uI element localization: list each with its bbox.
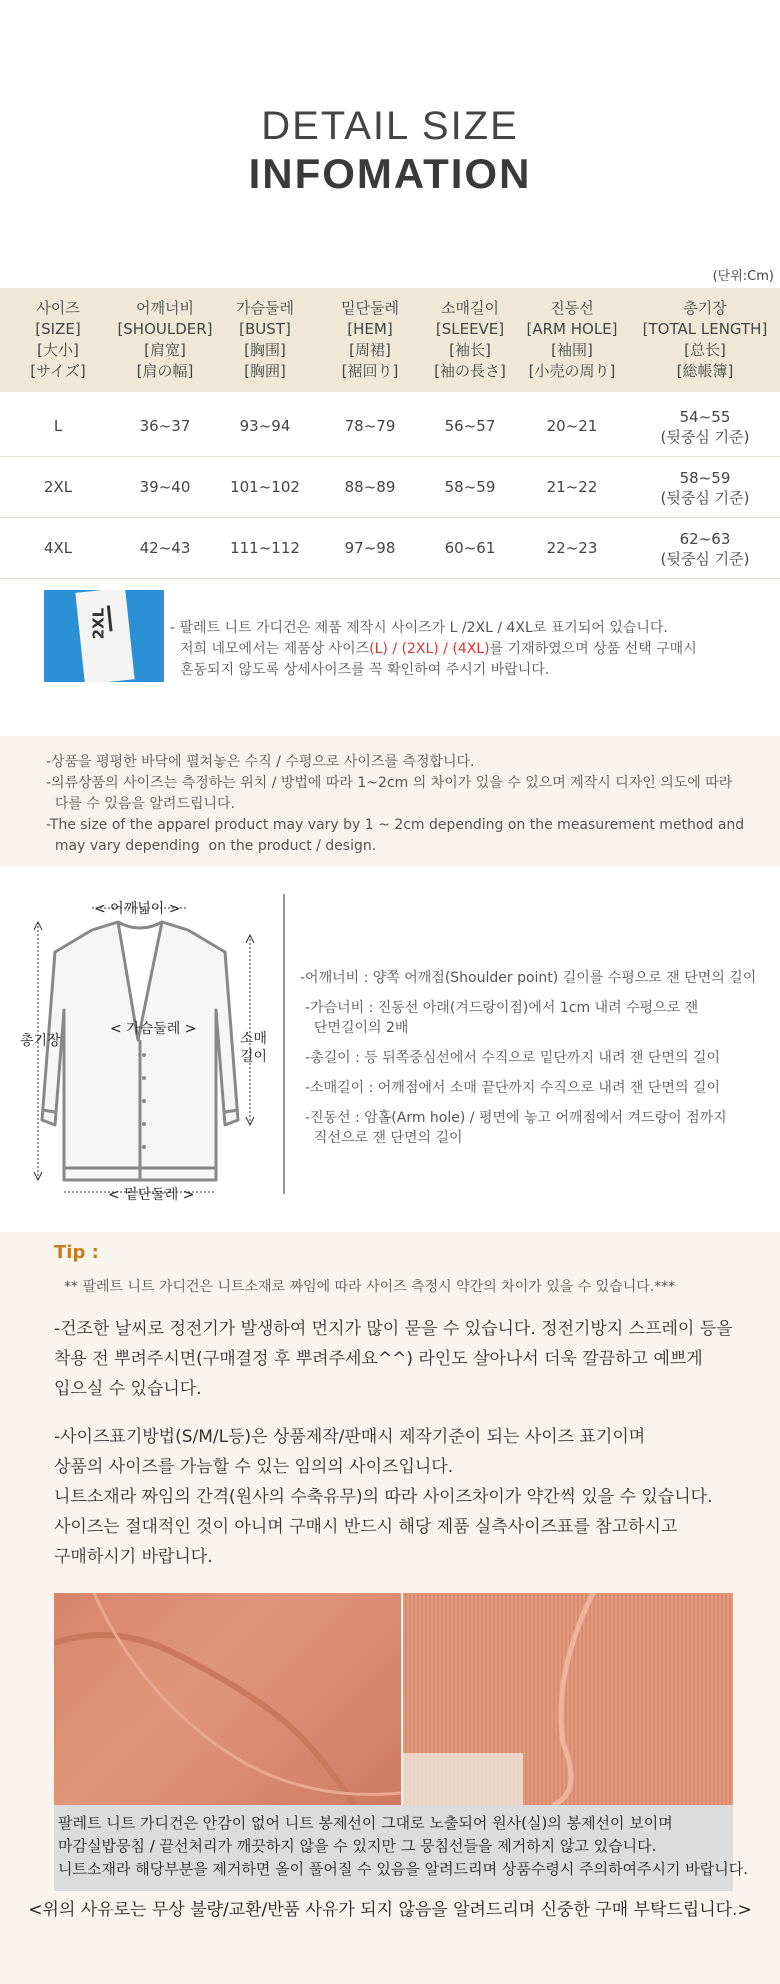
- row-shoulder: 36~37: [139, 417, 191, 435]
- table-row: [0, 518, 780, 579]
- size-table-header: [0, 288, 780, 392]
- measurement-notes: [46, 752, 744, 857]
- row-shoulder: 42~43: [139, 539, 191, 557]
- measurement-note: 다를 수 있음을 알려드립니다.: [46, 796, 235, 812]
- size-tag-photo: [44, 590, 164, 682]
- shoulder-label: < 어깨넓이 >: [94, 901, 181, 917]
- size-tag-mark: [107, 605, 113, 631]
- size-label-note: [170, 618, 697, 681]
- row-hem: 78~79: [344, 417, 396, 435]
- row-sleeve: 60~61: [444, 539, 496, 557]
- note-line3: 혼동되지 않도록 상세사이즈를 꼭 확인하여 주시기 바랍니다.: [180, 662, 550, 678]
- seam-photo-1: [54, 1593, 401, 1805]
- title-line1: DETAIL SIZE: [261, 104, 519, 148]
- row-hem: 97~98: [344, 539, 396, 557]
- definition-bust-cont: 단면길이의 2배: [305, 1020, 409, 1036]
- definition-armhole: -진동선 : 암홀(Arm hole) / 평면에 놓고 어깨점에서 겨드랑이 점까지: [305, 1110, 727, 1126]
- row-total-length: 58~59 (뒷중심 기준): [660, 469, 750, 507]
- definition-shoulder: -어깨너비 : 양쪽 어깨점(Shoulder point) 길이를 수평으로 잰 단면의 길이: [300, 970, 757, 986]
- seam-photo-2: [403, 1593, 733, 1805]
- title-line2: INFOMATION: [248, 150, 532, 197]
- measurement-note: may vary depending on the product / design.: [46, 838, 377, 854]
- measurement-note: -The size of the apparel product may vary by 1 ~ 2cm depending on the measurement method and: [46, 817, 745, 833]
- row-size: 2XL: [43, 478, 73, 496]
- row-total-length: 54~55 (뒷중심 기준): [660, 408, 750, 446]
- row-hem: 88~89: [344, 478, 396, 496]
- note-line1: - 팔레트 니트 가디건은 제품 제작시 사이즈가 L /2XL / 4XL로 표기되어 있습니다.: [170, 620, 668, 636]
- tip-star-note: ** 팔레트 니트 가디건은 니트소재로 짜임에 따라 사이즈 측정시 약간의 차이가 있을 수 있습니다.***: [64, 1279, 676, 1295]
- row-bust: 101~102: [230, 478, 300, 496]
- row-size: L: [53, 417, 63, 435]
- definition-bust: -가슴너비 : 진동선 아래(겨드랑이점)에서 1cm 내려 수평으로 잰: [305, 1000, 699, 1016]
- definition-total: -총길이 : 등 뒤쪽중심선에서 수직으로 밑단까지 내려 잰 단면의 길이: [305, 1050, 720, 1066]
- header-total-length: 총기장 [TOTAL LENGTH] [总长] [総帳簿]: [642, 299, 768, 380]
- diagram-divider: [283, 894, 285, 1194]
- header-armhole: 진동선 [ARM HOLE] [袖围] [小売の周り]: [526, 299, 618, 380]
- total-length-label: 총기장: [20, 1033, 61, 1049]
- header-sleeve: 소매길이 [SLEEVE] [袖长] [袖の長さ]: [434, 299, 506, 380]
- row-sleeve: 56~57: [444, 417, 496, 435]
- measurement-note: -의류상품의 사이즈는 측정하는 위치 / 방법에 따라 1~2cm 의 차이가 있을 수 있으며 제작시 디자인 의도에 따라: [46, 775, 733, 791]
- static-paragraph: -건조한 날씨로 정전기가 발생하여 먼지가 많이 묻을 수 있습니다. 정전기방지 스프레이 등을 착용 전 뿌려주시면(구매결정 후 뿌려주세요^^) 라인도 살아나서 더욱 깔끔하고 예쁘게 입으실 수 있습니다.: [54, 1319, 733, 1399]
- header-shoulder: 어깨너비 [SHOULDER] [肩宽] [肩の幅]: [117, 299, 213, 380]
- header-bust: 가슴둘레 [BUST] [胸围] [胸囲]: [236, 299, 294, 380]
- measurement-note: -상품을 평평한 바닥에 펼쳐놓은 수직 / 수평으로 사이즈를 측정합니다.: [46, 754, 475, 770]
- sleeve-label-2: 길이: [240, 1049, 268, 1065]
- row-bust: 111~112: [230, 539, 300, 557]
- row-shoulder: 39~40: [139, 478, 191, 496]
- row-bust: 93~94: [239, 417, 291, 435]
- final-notice: <위의 사유로는 무상 불량/교환/반품 사유가 되지 않음을 알려드리며 신중한 구매 부탁드립니다.>: [28, 1900, 752, 1920]
- header-size: 사이즈 [SIZE] [大小] [サイズ]: [30, 299, 86, 380]
- note-line2: 저희 네모에서는 제품상 사이즈(L) / (2XL) / (4XL)를 기재하였으며 상품 선택 구매시: [180, 641, 697, 657]
- definition-armhole-cont: 직선으로 잰 단면의 길이: [305, 1130, 463, 1146]
- row-armhole: 21~22: [546, 478, 598, 496]
- row-armhole: 22~23: [546, 539, 598, 557]
- size-tag-label: 2XL: [89, 607, 108, 640]
- row-size: 4XL: [43, 539, 73, 557]
- row-total-length: 62~63 (뒷중심 기준): [660, 530, 750, 568]
- note-highlight: (L) / (2XL) / (4XL): [369, 641, 490, 657]
- bust-label: < 가슴둘레 >: [110, 1021, 197, 1037]
- sleeve-label-1: 소매: [240, 1031, 268, 1047]
- table-row: [0, 457, 780, 518]
- size-tag: [75, 590, 134, 682]
- photo-caption: 팔레트 니트 가디건은 안감이 없어 니트 봉제선이 그대로 노출되어 원사(실)의 봉제선이 보이며 마감실밥뭉침 / 끝선처리가 깨끗하지 않을 수 있지만 그 뭉침선들을 제거하지 않고 있습니다. 니트소재라 해당부분을 제거하면 올이 풀어질 수 있음을 알려드리며 상품수령시 주의하여주시기 바랍니다.: [58, 1814, 749, 1878]
- header-hem: 밑단둘레 [HEM] [周裙] [裾回り]: [341, 299, 399, 380]
- row-armhole: 20~21: [546, 417, 598, 435]
- hem-label: < 밑단둘레 >: [108, 1187, 195, 1203]
- table-row: [0, 396, 780, 457]
- size-paragraph: -사이즈표기방법(S/M/L등)은 상품제작/판매시 제작기준이 되는 사이즈 표기이며 상품의 사이즈를 가늠할 수 있는 임의의 사이즈입니다. 니트소재라 짜임의 간격(원사의 수축유무)의 따라 사이즈차이가 약간씩 있을 수 있습니다. 사이즈는 절대적인 것이 아니며 구매시 반드시 해당 제품 실측사이즈표를 참고하시고 구매하시기 바랍니다.: [54, 1427, 713, 1567]
- definition-sleeve: -소매길이 : 어깨점에서 소매 끝단까지 수직으로 내려 잰 단면의 길이: [305, 1080, 720, 1096]
- row-sleeve: 58~59: [444, 478, 496, 496]
- unit-label: (단위:Cm): [712, 269, 774, 284]
- tip-title: Tip :: [54, 1242, 99, 1263]
